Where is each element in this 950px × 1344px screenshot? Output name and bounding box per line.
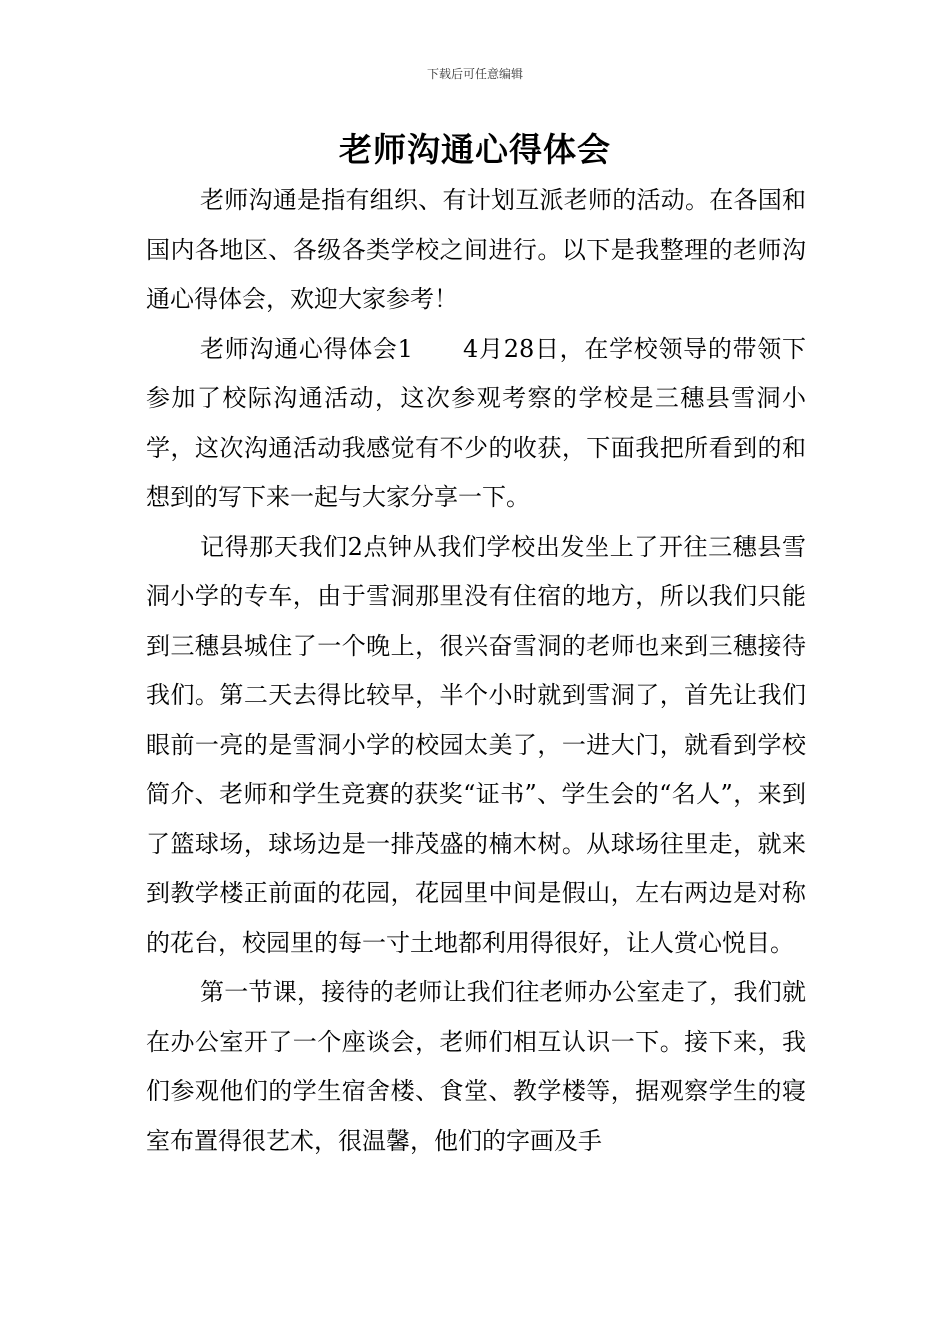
- document-body: [146, 176, 806, 1166]
- paragraph-experience-1: 老师沟通心得体会1 4月28日，在学校领导的带领下参加了校际沟通活动，这次参观考察的学校是三穗县雪洞小学，这次沟通活动我感觉有不少的收获，下面我把所看到的和想到的写下来一起与大家分享一下。: [146, 334, 806, 511]
- paragraph-campus-visit: 记得那天我们2点钟从我们学校出发坐上了开往三穗县雪洞小学的专车，由于雪洞那里没有住宿的地方，所以我们只能到三穗县城住了一个晚上，很兴奋雪洞的老师也来到三穗接待我们。第二天去得比较早，半个小时就到雪洞了，首先让我们眼前一亮的是雪洞小学的校园太美了，一进大门，就看到学校简介、老师和学生竞赛的获奖“证书”、学生会的“名人”，来到了篮球场，球场边是一排茂盛的楠木树。从球场往里走，就来到教学楼正前面的花园，花园里中间是假山，左右两边是对称的花台，校园里的每一寸土地都利用得很好，让人赏心悦目。: [146, 532, 806, 957]
- paragraph-first-class: 第一节课，接待的老师让我们往老师办公室走了，我们就在办公室开了一个座谈会，老师们相互认识一下。接下来，我们参观他们的学生宿舍楼、食堂、教学楼等，据观察学生的寝室布置得很艺术，很温馨，他们的字画及手: [146, 978, 806, 1155]
- header-note: 下载后可任意编辑: [426, 67, 523, 81]
- document-title: 老师沟通心得体会: [339, 130, 611, 169]
- paragraph-intro: 老师沟通是指有组织、有计划互派老师的活动。在各国和国内各地区、各级各类学校之间进行。以下是我整理的老师沟通心得体会，欢迎大家参考！: [146, 186, 806, 313]
